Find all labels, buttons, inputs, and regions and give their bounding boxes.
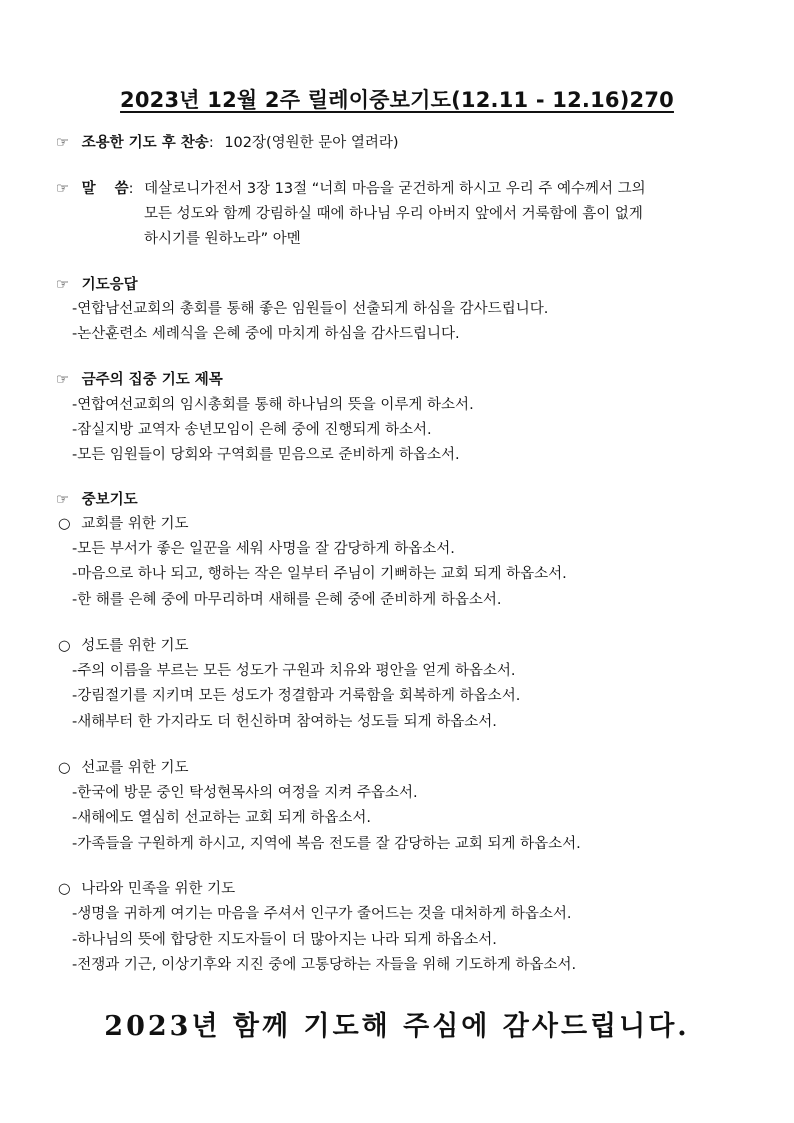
pointing-hand-icon: ☞	[56, 135, 69, 151]
mission-item: -새해에도 열심히 선교하는 교회 되게 하옵소서.	[72, 810, 372, 826]
nation-group-title-line	[58, 879, 235, 899]
intercession-heading: 중보기도	[81, 492, 138, 508]
answer-item: -논산훈련소 세례식을 은혜 중에 마치게 하심을 감사드립니다.	[72, 326, 460, 342]
verse-text-3: 하시기를 원하노라” 아멘	[144, 231, 301, 247]
circle-bullet-icon: ○	[58, 881, 71, 897]
answers-heading: 기도응답	[81, 277, 138, 293]
hymn-label: 조용한 기도 후 찬송	[81, 135, 209, 151]
focus-item: -모든 임원들이 당회와 구역회를 믿음으로 준비하게 하옵소서.	[72, 447, 460, 463]
hymn-text: 102장(영원한 문아 열려라)	[224, 135, 399, 151]
circle-bullet-icon: ○	[58, 516, 71, 532]
nation-item: -하나님의 뜻에 합당한 지도자들이 더 많아지는 나라 되게 하옵소서.	[72, 932, 497, 948]
church-group-title: 교회를 위한 기도	[81, 516, 189, 532]
church-group-title-line	[58, 514, 189, 534]
circle-bullet-icon: ○	[58, 760, 71, 776]
mission-item: -한국에 방문 중인 탁성현목사의 여정을 지켜 주옵소서.	[72, 785, 418, 801]
circle-bullet-icon: ○	[58, 638, 71, 654]
nation-group-title: 나라와 민족을 위한 기도	[81, 881, 236, 897]
mission-item: -가족들을 구원하게 하시고, 지역에 복음 전도를 잘 감당하는 교회 되게 하옵소서.	[72, 836, 581, 852]
answers-heading-line	[56, 275, 138, 295]
mission-group-title: 선교를 위한 기도	[81, 760, 189, 776]
verse-separator: :	[128, 181, 134, 197]
saints-item: -주의 이름을 부르는 모든 성도가 구원과 치유와 평안을 얻게 하옵소서.	[72, 663, 516, 679]
closing-message: 2023년 함께 기도해 주심에 감사드립니다.	[104, 1011, 690, 1042]
verse-text-1: 데살로니가전서 3장 13절 “너희 마음을 굳건하게 하시고 우리 주 예수께서 그의	[144, 181, 646, 197]
focus-heading: 금주의 집중 기도 제목	[81, 372, 223, 388]
pointing-hand-icon: ☞	[56, 181, 69, 197]
verse-text-2: 모든 성도와 함께 강림하실 때에 하나님 우리 아버지 앞에서 거룩함에 흠이 없게	[144, 206, 643, 222]
pointing-hand-icon: ☞	[56, 492, 69, 508]
saints-item: -강림절기를 지키며 모든 성도가 정결함과 거룩함을 회복하게 하옵소서.	[72, 688, 521, 704]
nation-item: -생명을 귀하게 여기는 마음을 주셔서 인구가 줄어드는 것을 대처하게 하옵소서.	[72, 906, 572, 922]
saints-group-title: 성도를 위한 기도	[81, 638, 189, 654]
church-item: -마음으로 하나 되고, 행하는 작은 일부터 주님이 기뻐하는 교회 되게 하옵소서.	[72, 566, 567, 582]
pointing-hand-icon: ☞	[56, 372, 69, 388]
saints-group-title-line	[58, 636, 189, 656]
document-title: 2023년 12월 2주 릴레이중보기도(12.11 - 12.16)270	[120, 88, 674, 112]
verse-label: 말 씀	[81, 181, 129, 197]
hymn-line	[56, 133, 399, 153]
saints-item: -새해부터 한 가지라도 더 헌신하며 참여하는 성도들 되게 하옵소서.	[72, 714, 497, 730]
nation-item: -전쟁과 기근, 이상기후와 지진 중에 고통당하는 자들을 위해 기도하게 하옵소서.	[72, 957, 577, 973]
focus-item: -잠실지방 교역자 송년모임이 은혜 중에 진행되게 하소서.	[72, 422, 432, 438]
focus-item: -연합여선교회의 임시총회를 통해 하나님의 뜻을 이루게 하소서.	[72, 397, 474, 413]
hymn-separator: :	[208, 135, 214, 151]
pointing-hand-icon: ☞	[56, 277, 69, 293]
answer-item: -연합남선교회의 총회를 통해 좋은 임원들이 선출되게 하심을 감사드립니다.	[72, 301, 549, 317]
focus-heading-line	[56, 370, 223, 390]
church-item: -모든 부서가 좋은 일꾼을 세워 사명을 잘 감당하게 하옵소서.	[72, 541, 455, 557]
mission-group-title-line	[58, 758, 189, 778]
intercession-heading-line	[56, 490, 138, 510]
church-item: -한 해를 은혜 중에 마무리하며 새해를 은혜 중에 준비하게 하옵소서.	[72, 592, 502, 608]
verse-line-1	[56, 179, 646, 199]
